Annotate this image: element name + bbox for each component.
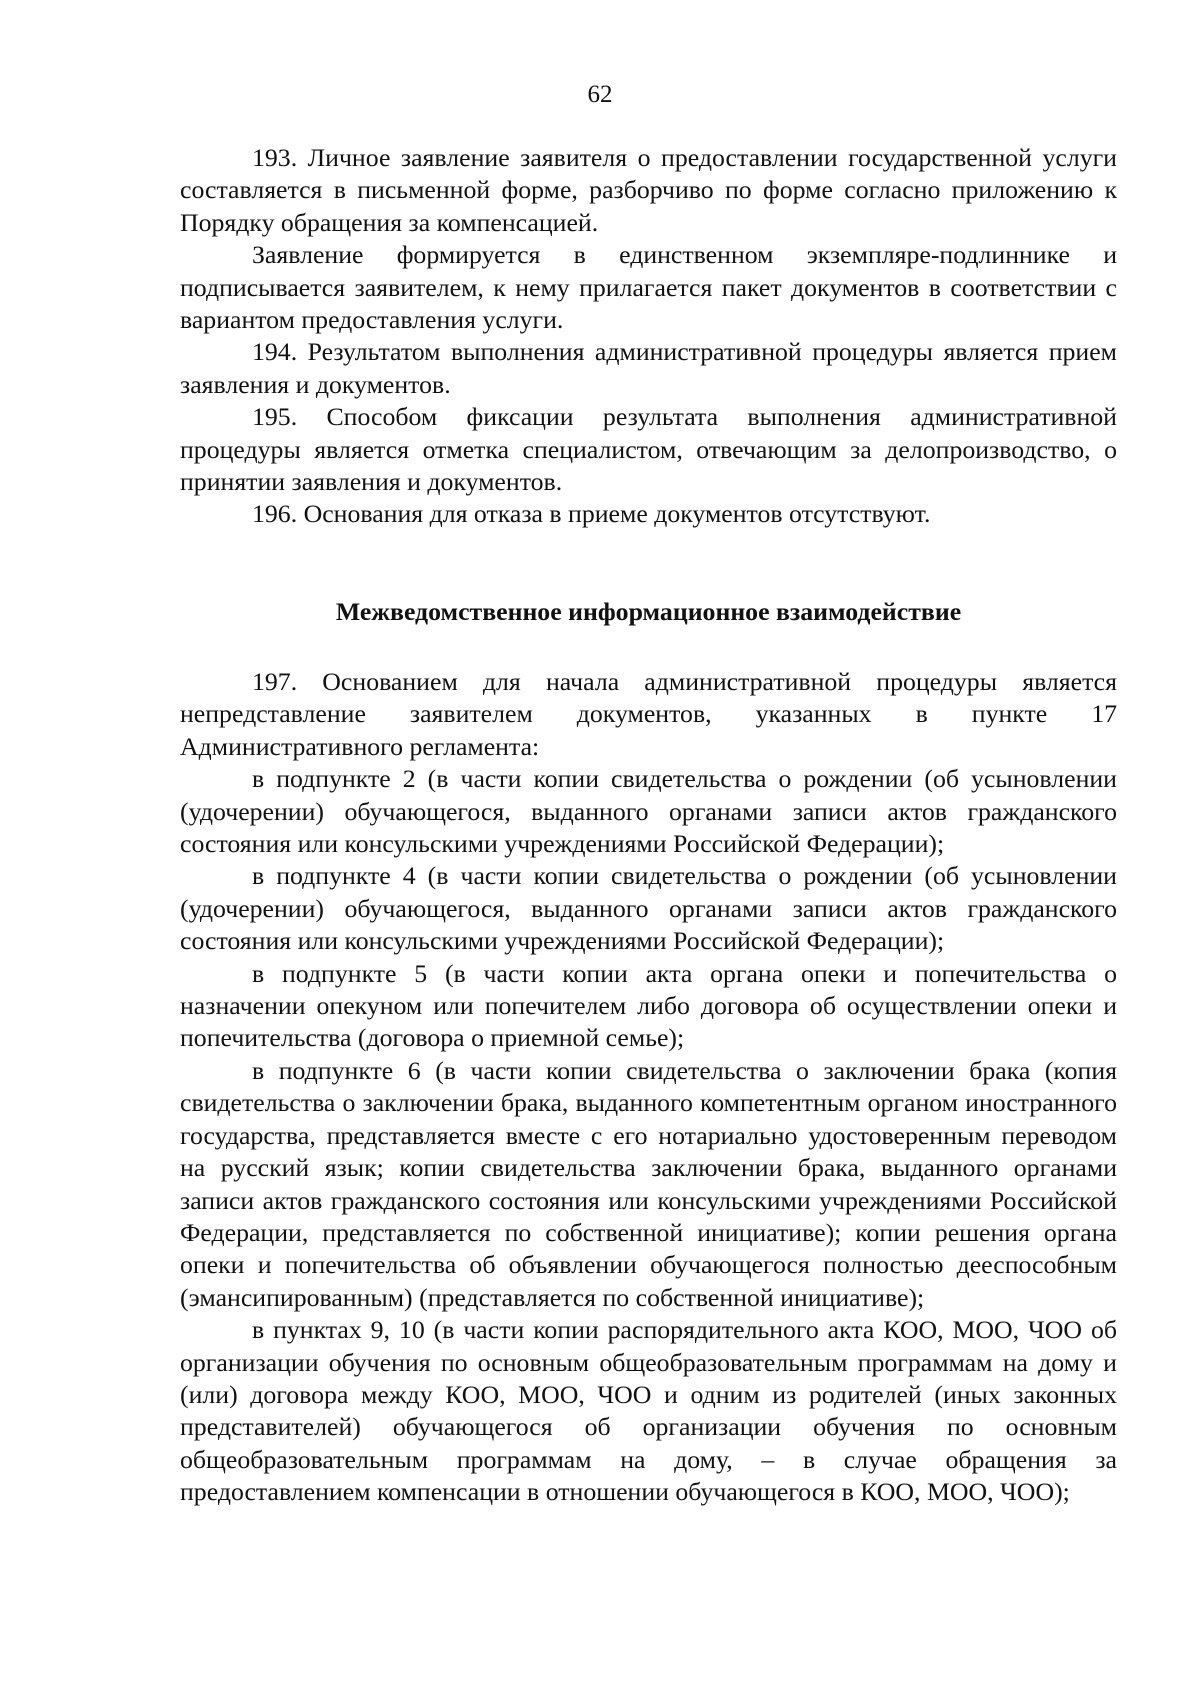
- paragraph-194: 194. Результатом выполнения административной процедуры является прием заявления и документов.: [180, 337, 1117, 399]
- paragraph-193-application: Заявление формируется в единственном экземпляре-подлиннике и подписывается заявителем, к нему прилагается пакет документов в соответствии с вариантом предоставления услуги.: [180, 240, 1117, 335]
- paragraph-195: 195. Способом фиксации результата выполнения административной процедуры является отметка специалистом, отвечающим за делопроизводство, о принятии заявления и документов.: [180, 402, 1117, 497]
- paragraph-196: 196. Основания для отказа в приеме документов отсутствуют.: [252, 499, 931, 529]
- paragraph-subpoint-4: в подпункте 4 (в части копии свидетельства о рождении (об усыновлении (удочерении) обучающегося, выданного органами записи актов гражданского состояния или консульскими учреждениями Российской Федерации);: [180, 861, 1117, 956]
- paragraph-subpoint-6: в подпункте 6 (в части копии свидетельства о заключении брака (копия свидетельства о заключении брака, выданного компетентным органом иностранного государства, представляется вместе с его нотариально удостоверенным переводом на русский язык; копии свидетельства заключении брака, выданного органами записи актов гражданского состояния или консульскими учреждениями Российской Федерации, представляется по собственной инициативе); копии решения органа опеки и попечительства об объявлении обучающегося полностью дееспособным (эмансипированным) (представляется по собственной инициативе);: [180, 1055, 1117, 1312]
- paragraph-points-9-10: в пунктах 9, 10 (в части копии распорядительного акта КОО, МОО, ЧОО об организации обучения по основным общеобразовательным программам на дому и (или) договора между КОО, МОО, ЧОО и одним из родителей (иных законных представителей) обучающегося об организации обучения по основным общеобразовательным программам на дому, – в случае обращения за предоставлением компенсации в отношении обучающегося в КОО, МОО, ЧОО);: [180, 1315, 1117, 1507]
- paragraph-197: 197. Основанием для начала административной процедуры является непредставление заявителем документов, указанных в пункте 17 Административного регламента:: [180, 667, 1117, 761]
- text-block-bottom: [180, 666, 1117, 1509]
- text-block-top: [180, 142, 1117, 531]
- page-number: 62: [587, 81, 613, 108]
- paragraph-subpoint-2: в подпункте 2 (в части копии свидетельства о рождении (об усыновлении (удочерении) обучающегося, выданного органами записи актов гражданского состояния или консульскими учреждениями Российской Федерации);: [180, 764, 1117, 859]
- paragraph-subpoint-5: в подпункте 5 (в части копии акта органа опеки и попечительства о назначении опекуном или попечителем либо договора об осуществлении опеки и попечительства (договора о приемной семье);: [180, 958, 1117, 1053]
- paragraph-193: 193. Личное заявление заявителя о предоставлении государственной услуги составляется в письменной форме, разборчиво по форме согласно приложению к Порядку обращения за компенсацией.: [180, 143, 1117, 237]
- section-heading: Межведомственное информационное взаимодействие: [335, 597, 962, 626]
